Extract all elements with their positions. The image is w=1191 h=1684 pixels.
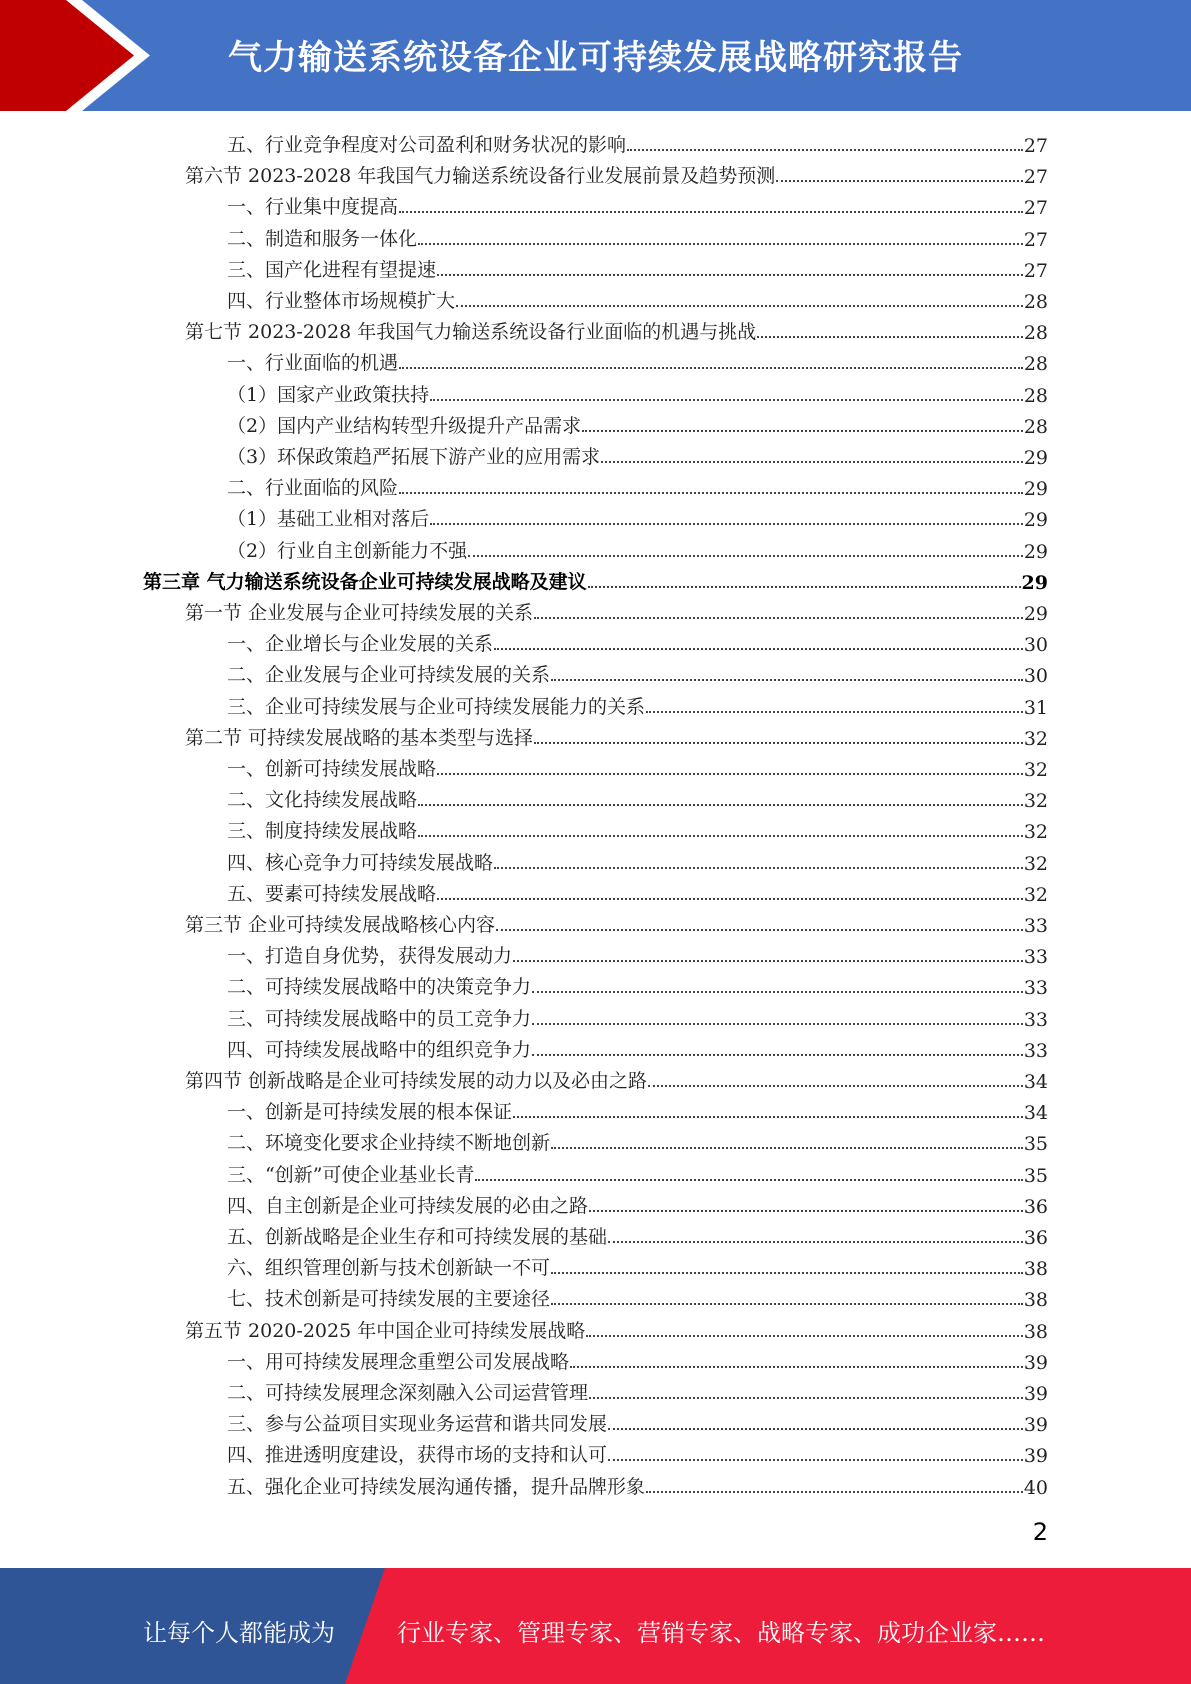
- toc-dot-leader: [586, 1335, 1023, 1337]
- toc-dot-leader: [399, 492, 1023, 494]
- toc-dot-leader: [513, 960, 1023, 962]
- toc-entry-page: 28: [1023, 291, 1048, 313]
- toc-entry-title: 一、创新是可持续发展的根本保证: [227, 1101, 513, 1124]
- toc-entry-page: 29: [1023, 603, 1048, 625]
- toc-entry[interactable]: [227, 968, 1048, 999]
- toc-entry-title: 五、要素可持续发展战略: [227, 882, 437, 905]
- toc-entry[interactable]: [227, 282, 1048, 313]
- toc-entry[interactable]: [227, 1000, 1048, 1031]
- toc-entry-title: （2）行业自主创新能力不强: [227, 539, 468, 562]
- toc-entry-page: 39: [1023, 1445, 1048, 1468]
- toc-entry-page: 30: [1023, 665, 1048, 688]
- toc-entry-page: 39: [1023, 1351, 1048, 1374]
- toc-entry-page: 31: [1023, 696, 1048, 719]
- toc-entry[interactable]: [227, 188, 1048, 219]
- toc-entry[interactable]: [227, 1156, 1048, 1187]
- toc-entry-title: 一、打造自身优势，获得发展动力: [227, 945, 513, 968]
- toc-entry[interactable]: [227, 220, 1048, 251]
- toc-dot-leader: [570, 1366, 1023, 1368]
- toc-dot-leader: [582, 430, 1023, 432]
- toc-entry[interactable]: [143, 563, 1048, 594]
- toc-entry-title: 二、制造和服务一体化: [227, 227, 418, 250]
- toc-dot-leader: [648, 1085, 1023, 1087]
- toc-entry-title: 二、可持续发展战略中的决策竞争力: [227, 976, 532, 999]
- toc-dot-leader: [513, 1116, 1023, 1118]
- toc-entry-title: 六、组织管理创新与技术创新缺一不可: [227, 1257, 551, 1280]
- toc-entry-page: 29: [1023, 447, 1048, 469]
- toc-entry-title: 一、行业集中度提高: [227, 196, 399, 219]
- toc-entry[interactable]: [227, 126, 1048, 157]
- toc-entry[interactable]: [227, 750, 1048, 781]
- toc-entry[interactable]: [227, 875, 1048, 906]
- toc-entry[interactable]: [227, 469, 1048, 500]
- toc-entry[interactable]: [185, 1062, 1048, 1093]
- toc-entry-title: 七、技术创新是可持续发展的主要途径: [227, 1288, 551, 1311]
- toc-entry[interactable]: [227, 251, 1048, 282]
- toc-entry-page: 32: [1023, 727, 1048, 750]
- toc-entry-page: 29: [1023, 540, 1048, 563]
- toc-entry-title: 四、推进透明度建设，获得市场的支持和认可: [227, 1444, 608, 1467]
- toc-entry-title: （3）环保政策趋严拓展下游产业的应用需求: [227, 446, 601, 468]
- toc-entry[interactable]: [227, 656, 1048, 687]
- toc-dot-leader: [399, 367, 1023, 369]
- toc-dot-leader: [551, 1147, 1023, 1149]
- toc-entry-page: 38: [1023, 1258, 1048, 1281]
- toc-entry-title: 二、文化持续发展战略: [227, 789, 418, 812]
- toc-entry[interactable]: [227, 937, 1048, 968]
- toc-entry-page: 35: [1023, 1164, 1048, 1187]
- toc-dot-leader: [399, 211, 1023, 213]
- toc-entry[interactable]: [227, 1343, 1048, 1374]
- toc-dot-leader: [475, 1179, 1022, 1181]
- toc-entry-title: 二、行业面临的风险: [227, 477, 399, 500]
- toc-entry-title: 一、创新可持续发展战略: [227, 758, 437, 780]
- toc-entry-page: 27: [1023, 197, 1048, 220]
- toc-dot-leader: [646, 1491, 1023, 1493]
- toc-dot-leader: [496, 929, 1023, 931]
- toc-entry-title: （2）国内产业结构转型升级提升产品需求: [227, 414, 582, 437]
- toc-entry-title: 二、企业发展与企业可持续发展的关系: [227, 664, 551, 687]
- toc-entry[interactable]: [227, 781, 1048, 812]
- toc-dot-leader: [494, 867, 1023, 869]
- toc-entry-page: 28: [1023, 322, 1048, 345]
- toc-entry[interactable]: [185, 313, 1048, 344]
- toc-dot-leader: [532, 991, 1023, 993]
- toc-entry[interactable]: [227, 500, 1048, 531]
- toc-entry-title: 四、核心竞争力可持续发展战略: [227, 851, 494, 874]
- toc-dot-leader: [532, 1054, 1023, 1056]
- toc-dot-leader: [589, 1210, 1023, 1212]
- toc-entry-title: 五、创新战略是企业生存和可持续发展的基础: [227, 1226, 608, 1248]
- report-header: [0, 0, 1191, 111]
- toc-entry-page: 32: [1023, 821, 1048, 844]
- toc-entry-title: 三、国产化进程有望提速: [227, 258, 437, 281]
- toc-entry-page: 33: [1023, 1039, 1048, 1062]
- toc-entry-page: 29: [1023, 509, 1048, 532]
- toc-dot-leader: [430, 399, 1023, 401]
- toc-dot-leader: [494, 648, 1023, 650]
- toc-entry-title: 三、制度持续发展战略: [227, 820, 418, 843]
- toc-entry-title: 第二节 可持续发展战略的基本类型与选择: [185, 726, 534, 749]
- toc-entry-page: 28: [1023, 415, 1048, 438]
- toc-dot-leader: [551, 1303, 1023, 1305]
- toc-dot-leader: [776, 180, 1023, 182]
- toc-entry-title: 四、自主创新是企业可持续发展的必由之路: [227, 1194, 589, 1217]
- toc-entry-page: 27: [1023, 135, 1048, 157]
- toc-entry-title: 一、企业增长与企业发展的关系: [227, 633, 494, 656]
- toc-dot-leader: [437, 274, 1023, 276]
- toc-entry[interactable]: [227, 625, 1048, 656]
- toc-dot-leader: [551, 679, 1023, 681]
- toc-entry-page: 32: [1023, 790, 1048, 813]
- toc-dot-leader: [646, 711, 1023, 713]
- toc-entry-page: 27: [1023, 228, 1048, 251]
- toc-entry-page: 29: [1021, 571, 1048, 594]
- toc-entry[interactable]: [227, 1187, 1048, 1218]
- toc-entry[interactable]: [227, 688, 1048, 719]
- toc-entry-title: 三、参与公益项目实现业务运营和谐共同发展: [227, 1413, 608, 1436]
- toc-entry-title: 一、用可持续发展理念重塑公司发展战略: [227, 1350, 570, 1373]
- toc-entry-page: 36: [1023, 1227, 1048, 1249]
- toc-entry[interactable]: [185, 719, 1048, 750]
- toc-dot-leader: [757, 336, 1023, 338]
- toc-entry-title: 第四节 创新战略是企业可持续发展的动力以及必由之路: [185, 1070, 648, 1092]
- toc-entry-page: 34: [1023, 1102, 1048, 1125]
- toc-entry[interactable]: [227, 1031, 1048, 1062]
- toc-dot-leader: [627, 149, 1023, 151]
- page-number: 2: [1032, 1518, 1048, 1546]
- toc-entry-page: 33: [1023, 946, 1048, 969]
- toc-entry[interactable]: [185, 1312, 1048, 1343]
- toc-entry[interactable]: [227, 812, 1048, 843]
- toc-entry[interactable]: [185, 157, 1048, 188]
- toc-entry[interactable]: [227, 1124, 1048, 1155]
- toc-entry-page: 29: [1023, 478, 1048, 501]
- toc-dot-leader: [588, 586, 1021, 588]
- toc-dot-leader: [589, 1397, 1023, 1399]
- toc-dot-leader: [551, 1272, 1023, 1274]
- toc-entry-page: 39: [1023, 1383, 1048, 1405]
- toc-entry[interactable]: [227, 532, 1048, 563]
- toc-entry-title: 五、强化企业可持续发展沟通传播，提升品牌形象: [227, 1475, 646, 1498]
- toc-entry-page: 30: [1023, 634, 1048, 657]
- toc-entry[interactable]: [227, 376, 1048, 407]
- toc-entry-page: 39: [1023, 1414, 1048, 1437]
- toc-dot-leader: [430, 523, 1023, 525]
- toc-entry-page: 35: [1023, 1133, 1048, 1156]
- toc-entry-title: 三、“创新”可使企业基业长青: [227, 1163, 475, 1186]
- toc-dot-leader: [437, 898, 1023, 900]
- toc-entry-page: 32: [1023, 852, 1048, 875]
- toc-dot-leader: [418, 243, 1023, 245]
- toc-entry[interactable]: [227, 1405, 1048, 1436]
- toc-dot-leader: [418, 804, 1023, 806]
- toc-entry[interactable]: [227, 844, 1048, 875]
- toc-entry[interactable]: [185, 594, 1048, 625]
- toc-entry-title: 三、企业可持续发展与企业可持续发展能力的关系: [227, 695, 646, 718]
- toc-entry-page: 33: [1023, 915, 1048, 937]
- toc-entry-page: 32: [1023, 883, 1048, 906]
- toc-entry[interactable]: [227, 438, 1048, 469]
- footer-slogan-left: 让每个人都能成为: [143, 1619, 335, 1647]
- toc-entry-page: 34: [1023, 1071, 1048, 1093]
- toc-dot-leader: [534, 617, 1023, 619]
- toc-entry-page: 38: [1023, 1289, 1048, 1312]
- toc-entry-page: 32: [1023, 759, 1048, 781]
- toc-entry-title: 二、环境变化要求企业持续不断地创新: [227, 1132, 551, 1155]
- toc-dot-leader: [532, 1023, 1023, 1025]
- header-arrow-icon: [0, 0, 140, 111]
- toc-entry-page: 33: [1023, 1008, 1048, 1031]
- toc-entry-title: 第六节 2023-2028 年我国气力输送系统设备行业发展前景及趋势预测: [185, 165, 776, 188]
- toc-dot-leader: [468, 555, 1023, 557]
- toc-entry-title: 二、可持续发展理念深刻融入公司运营管理: [227, 1382, 589, 1404]
- toc-entry[interactable]: [227, 1093, 1048, 1124]
- toc-entry[interactable]: [227, 1468, 1048, 1499]
- toc-dot-leader: [534, 742, 1023, 744]
- toc-entry-title: 第三节 企业可持续发展战略核心内容: [185, 914, 496, 936]
- toc-entry-title: 第七节 2023-2028 年我国气力输送系统设备行业面临的机遇与挑战: [185, 321, 757, 344]
- toc-entry-page: 28: [1023, 384, 1048, 407]
- toc-entry-title: 四、可持续发展战略中的组织竞争力: [227, 1038, 532, 1061]
- toc-entry-title: 一、行业面临的机遇: [227, 352, 399, 375]
- toc-entry-page: 27: [1023, 166, 1048, 189]
- toc-entry-title: 第五节 2020-2025 年中国企业可持续发展战略: [185, 1319, 586, 1342]
- toc-dot-leader: [608, 1459, 1023, 1461]
- toc-entry-page: 27: [1023, 259, 1048, 282]
- toc-entry-title: 第三章 气力输送系统设备企业可持续发展战略及建议: [143, 570, 587, 593]
- toc-entry[interactable]: [227, 1280, 1048, 1311]
- footer-banner: [0, 1568, 1191, 1684]
- toc-entry[interactable]: [227, 1436, 1048, 1467]
- toc-entry-page: 38: [1023, 1320, 1048, 1343]
- toc-entry[interactable]: [227, 1218, 1048, 1249]
- toc-entry-page: 36: [1023, 1195, 1048, 1218]
- toc-entry-title: （1）基础工业相对落后: [227, 508, 430, 531]
- toc-dot-leader: [418, 835, 1023, 837]
- toc-entry-title: （1）国家产业政策扶持: [227, 383, 430, 406]
- report-title: 气力输送系统设备企业可持续发展战略研究报告: [228, 38, 963, 78]
- toc-entry-title: 三、可持续发展战略中的员工竞争力: [227, 1007, 532, 1030]
- toc-entry-title: 第一节 企业发展与企业可持续发展的关系: [185, 602, 534, 624]
- toc-entry-title: 四、行业整体市场规模扩大: [227, 290, 456, 312]
- toc-entry[interactable]: [227, 407, 1048, 438]
- toc-dot-leader: [437, 773, 1023, 775]
- toc-dot-leader: [608, 1241, 1023, 1243]
- toc-dot-leader: [608, 1428, 1023, 1430]
- toc-entry[interactable]: [227, 344, 1048, 375]
- toc-dot-leader: [456, 305, 1023, 307]
- toc-entry[interactable]: [227, 1249, 1048, 1280]
- toc-dot-leader: [601, 461, 1023, 463]
- toc-entry[interactable]: [227, 1374, 1048, 1405]
- toc-entry[interactable]: [185, 906, 1048, 937]
- toc-entry-page: 28: [1023, 353, 1048, 376]
- toc-entry-page: 33: [1023, 977, 1048, 1000]
- toc-entry-page: 40: [1023, 1476, 1048, 1499]
- footer-slogan-right: 行业专家、管理专家、营销专家、战略专家、成功企业家……: [397, 1619, 1045, 1647]
- toc-entry-title: 五、行业竞争程度对公司盈利和财务状况的影响: [227, 134, 627, 156]
